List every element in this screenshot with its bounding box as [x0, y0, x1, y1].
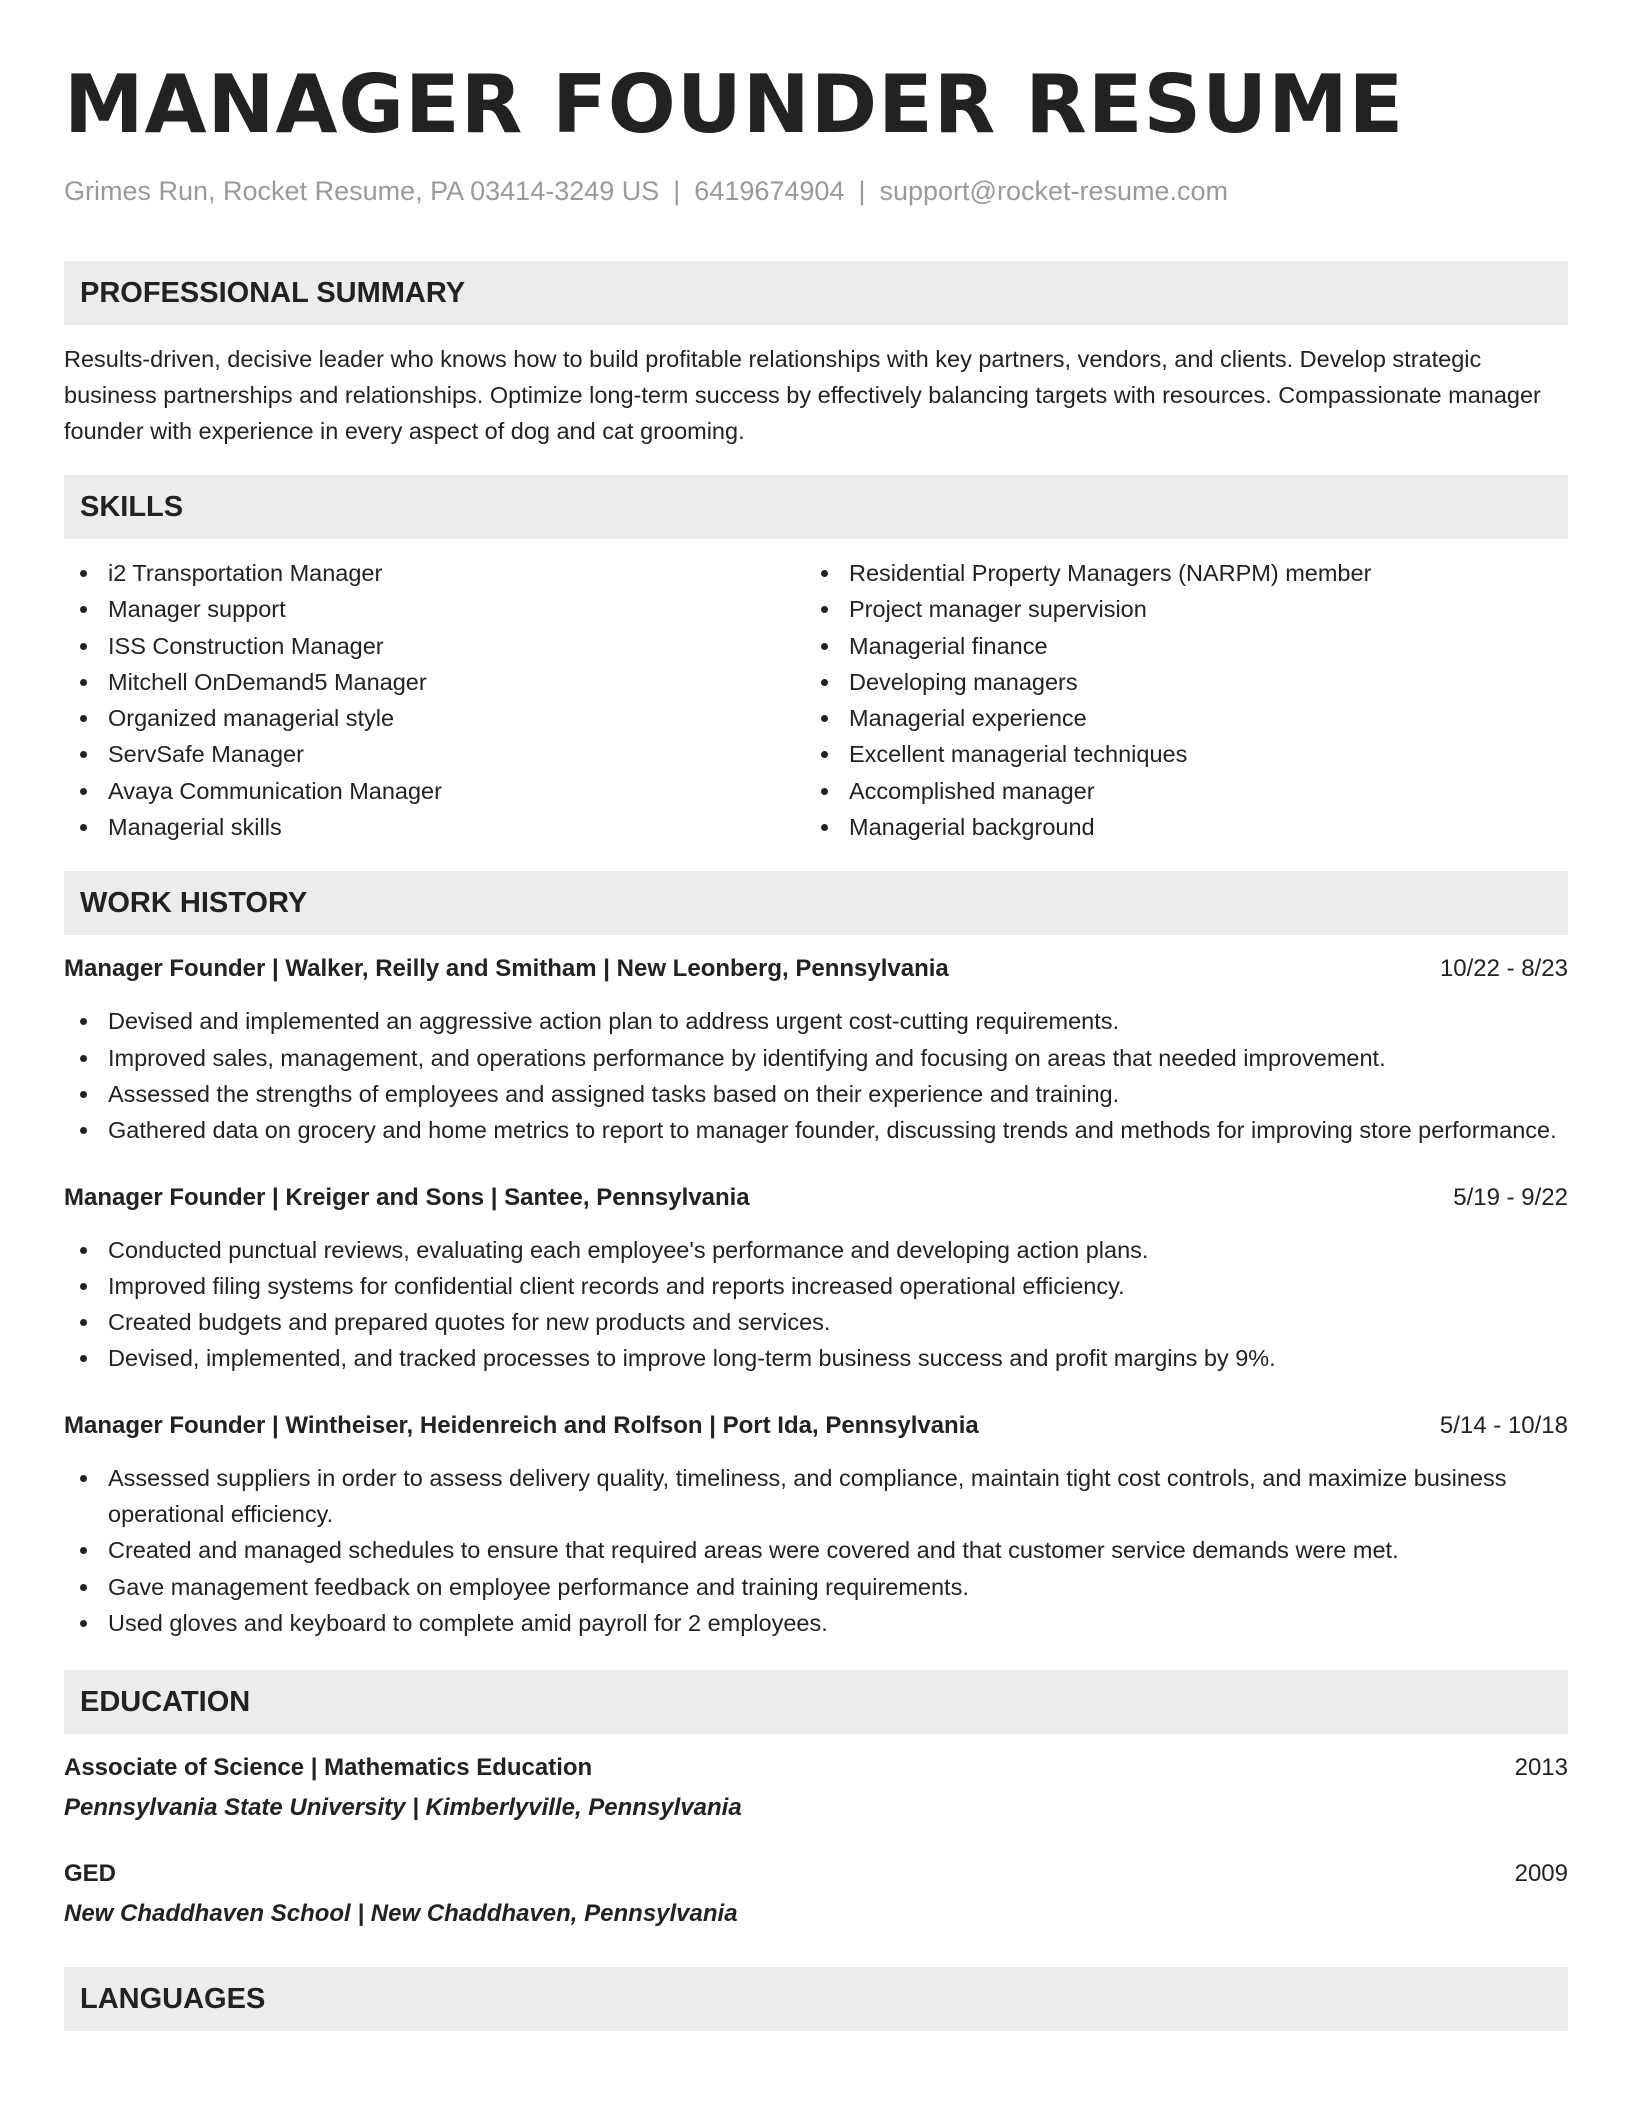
job-dates: 10/22 - 8/23 [1439, 955, 1568, 983]
skill-item: Project manager supervision [805, 591, 1546, 627]
job-bullet: Devised, implemented, and tracked processes to improve long-term business success and profit margins by 9%. [64, 1340, 1568, 1376]
education-degree: Associate of Science | Mathematics Education [64, 1754, 593, 1782]
education-header [64, 1856, 1568, 1892]
education-year: 2009 [1514, 1860, 1568, 1888]
education-entry [64, 1750, 1568, 1826]
skill-item: Developing managers [805, 664, 1546, 700]
job-bullet: Used gloves and keyboard to complete amid payroll for 2 employees. [64, 1605, 1568, 1641]
job-bullet: Created and managed schedules to ensure that required areas were covered and that customer service demands were met. [64, 1532, 1568, 1568]
education-degree: GED [64, 1860, 117, 1888]
section-heading-languages: LANGUAGES [64, 1967, 1568, 2031]
contact-phone: 6419674904 [694, 176, 845, 206]
job-bullet: Improved sales, management, and operations performance by identifying and focusing on areas that needed improvement. [64, 1040, 1568, 1076]
skill-item: Mitchell OnDemand5 Manager [64, 664, 805, 700]
job-bullet: Gave management feedback on employee performance and training requirements. [64, 1569, 1568, 1605]
job-header [64, 1180, 1568, 1216]
skills-list [64, 555, 1568, 845]
skill-item: ServSafe Manager [64, 736, 805, 772]
job-bullets [64, 1003, 1568, 1148]
skills-column-right [805, 555, 1546, 845]
education-header [64, 1750, 1568, 1786]
skills-column-left [64, 555, 805, 845]
education-school: New Chaddhaven School | New Chaddhaven, Pennsylvania [64, 1900, 738, 1928]
contact-email: support@rocket-resume.com [879, 176, 1229, 206]
job-header [64, 951, 1568, 987]
job-entry [64, 951, 1568, 1148]
skill-item: Managerial skills [64, 809, 805, 845]
skill-item: Managerial experience [805, 700, 1546, 736]
job-dates: 5/14 - 10/18 [1439, 1411, 1568, 1439]
education-school: Pennsylvania State University | Kimberlyville, Pennsylvania [64, 1794, 742, 1822]
job-bullet: Gathered data on grocery and home metrics to report to manager founder, discussing trends and methods for improving store performance. [64, 1112, 1568, 1148]
contact-line [64, 174, 1568, 208]
skill-item: Residential Property Managers (NARPM) member [805, 555, 1546, 591]
job-bullet: Improved filing systems for confidential client records and reports increased operational efficiency. [64, 1268, 1568, 1304]
section-heading-work-history: WORK HISTORY [64, 871, 1568, 935]
job-bullets [64, 1232, 1568, 1377]
skill-item: Manager support [64, 591, 805, 627]
contact-separator: | [858, 176, 866, 206]
job-dates: 5/19 - 9/22 [1453, 1183, 1568, 1211]
job-bullet: Assessed the strengths of employees and assigned tasks based on their experience and training. [64, 1076, 1568, 1112]
resume-page [64, 0, 1568, 2031]
section-heading-summary: PROFESSIONAL SUMMARY [64, 261, 1568, 325]
section-heading-education: EDUCATION [64, 1670, 1568, 1734]
job-bullet: Devised and implemented an aggressive action plan to address urgent cost-cutting requirements. [64, 1003, 1568, 1039]
contact-address: Grimes Run, Rocket Resume, PA 03414-3249 US [64, 176, 660, 206]
job-entry [64, 1180, 1568, 1377]
contact-separator: | [673, 176, 681, 206]
summary-text: Results-driven, decisive leader who knows how to build profitable relationships with key partners, vendors, and clients. Develop strategic business partnerships and relationships. Optimize long-term success by effectively balancing targets with resources. Compassionate manager founder with experience in every aspect of dog and cat grooming. [64, 346, 1541, 444]
job-bullet: Assessed suppliers in order to assess delivery quality, timeliness, and compliance, maintain tight cost controls, and maximize business operational efficiency. [64, 1460, 1568, 1533]
skill-item: Organized managerial style [64, 700, 805, 736]
skill-item: ISS Construction Manager [64, 628, 805, 664]
job-title: Manager Founder | Wintheiser, Heidenreich and Rolfson | Port Ida, Pennsylvania [64, 1411, 979, 1439]
section-heading-skills: SKILLS [64, 475, 1568, 539]
skill-item: i2 Transportation Manager [64, 555, 805, 591]
job-title: Manager Founder | Walker, Reilly and Smitham | New Leonberg, Pennsylvania [64, 955, 949, 983]
education-year: 2013 [1514, 1754, 1568, 1782]
job-bullets [64, 1460, 1568, 1641]
skill-item: Excellent managerial techniques [805, 736, 1546, 772]
resume-title: MANAGER FOUNDER RESUME [64, 58, 1405, 151]
skill-item: Managerial background [805, 809, 1546, 845]
job-title: Manager Founder | Kreiger and Sons | Santee, Pennsylvania [64, 1183, 750, 1211]
job-entry [64, 1408, 1568, 1641]
skill-item: Accomplished manager [805, 773, 1546, 809]
job-bullet: Conducted punctual reviews, evaluating each employee's performance and developing action plans. [64, 1232, 1568, 1268]
skill-item: Managerial finance [805, 628, 1546, 664]
education-entry [64, 1856, 1568, 1932]
skill-item: Avaya Communication Manager [64, 773, 805, 809]
job-header [64, 1408, 1568, 1444]
job-bullet: Created budgets and prepared quotes for new products and services. [64, 1304, 1568, 1340]
